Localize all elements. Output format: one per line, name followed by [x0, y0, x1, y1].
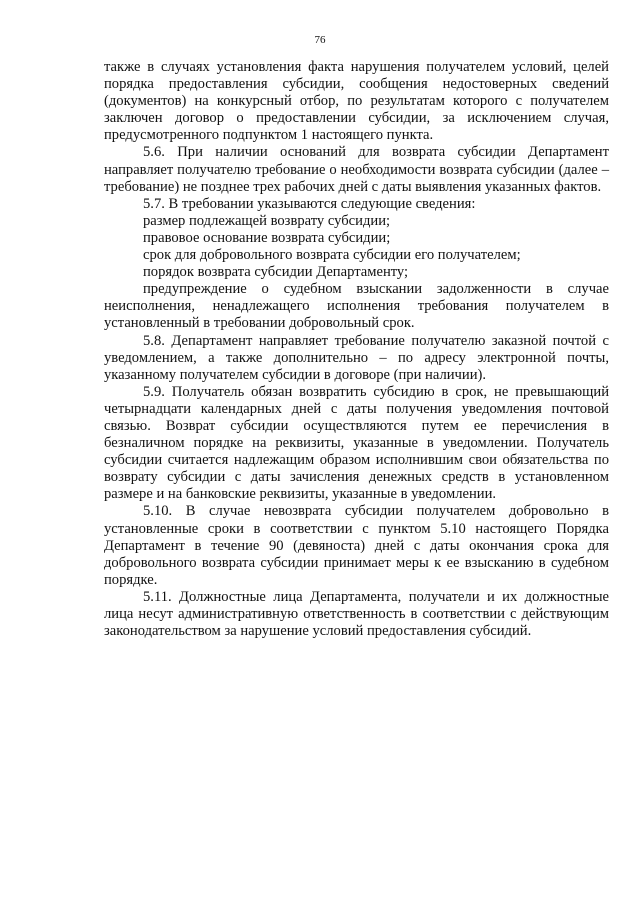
list-item-refund-procedure: порядок возврата субсидии Департаменту;	[143, 264, 409, 281]
list-item-legal-basis: правовое основание возврата субсидии;	[143, 229, 391, 246]
list-item-court-warning: предупреждение о судебном взыскании задолженности в случае неисполнения, ненадлежащего исполнения требования получателем в установленный в требовании добровольный срок.	[104, 281, 609, 332]
paragraph-5-11: 5.11. Должностные лица Департамента, получатели и их должностные лица несут административную ответственность в соответствии с действующим законодательством за нарушение условий предоставления субсидий.	[104, 588, 609, 640]
list-item-refund-amount: размер подлежащей возврату субсидии;	[143, 212, 391, 229]
document-body	[104, 59, 609, 640]
paragraph-continuation: также в случаях установления факта нарушения получателем условий, целей порядка предоставления субсидии, сообщения недостоверных сведений (документов) на конкурсный отбор, по результатам которого с получателем заключен договор о предоставлении субсидии, за исключением случая, предусмотренного подпунктом 1 настоящего пункта.	[104, 59, 609, 144]
paragraph-5-8: 5.8. Департамент направляет требование получателю заказной почтой с уведомлением, а также дополнительно – по адресу электронной почты, указанному получателем субсидии в договоре (при наличии).	[104, 332, 609, 383]
paragraph-5-9: 5.9. Получатель обязан возвратить субсидию в срок, не превышающий четырнадцати календарных дней с даты получения уведомления почтовой связью. Возврат субсидии осуществляются путем ее перечисления в безналичном порядке на реквизиты, указанные в уведомлении. Получатель субсидии считается надлежащим образом исполнившим свои обязательства по возврату субсидии с даты зачисления денежных средств в установленном размере и на банковские реквизиты, указанные в уведомлении.	[104, 383, 609, 503]
paragraph-5-10: 5.10. В случае невозврата субсидии получателем добровольно в установленные сроки в соответствии с пунктом 5.10 настоящего Порядка Департамент в течение 90 (девяноста) дней с даты окончания срока для добровольного возврата субсидии принимает меры к ее взысканию в судебном порядке.	[104, 503, 609, 588]
list-item-voluntary-deadline: срок для добровольного возврата субсидии его получателем;	[143, 247, 521, 264]
paragraph-5-6: 5.6. При наличии оснований для возврата субсидии Департамент направляет получателю требование о необходимости возврата субсидии (далее – требование) не позднее трех рабочих дней с даты выявления указанных фактов.	[104, 144, 609, 195]
paragraph-5-7: 5.7. В требовании указываются следующие сведения:	[143, 195, 476, 212]
page-number: 76	[314, 34, 326, 46]
